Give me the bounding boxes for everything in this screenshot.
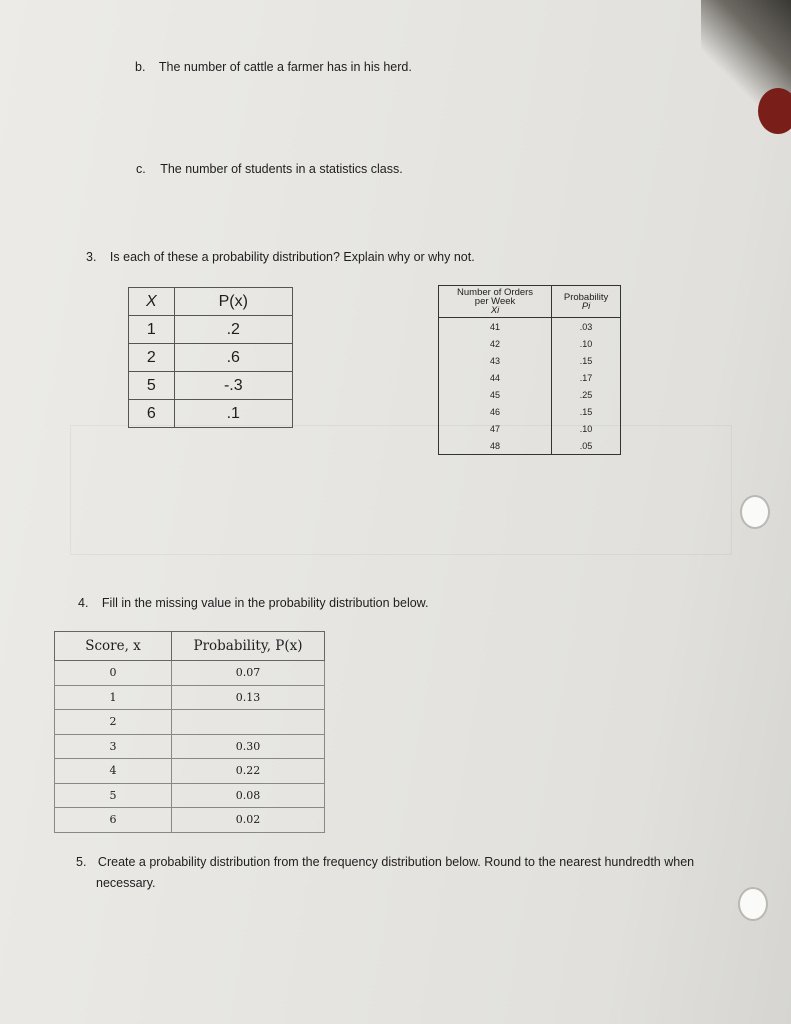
table-cell: .2 xyxy=(174,316,292,344)
table-cell: .1 xyxy=(174,400,292,428)
missing-value-cell xyxy=(172,710,325,735)
table-row xyxy=(439,420,621,437)
table-row xyxy=(439,352,621,369)
table-cell: 0 xyxy=(55,661,172,686)
table-row xyxy=(439,437,621,455)
table-row xyxy=(129,344,293,372)
header-line: per Week xyxy=(474,296,516,307)
question-4 xyxy=(78,596,428,610)
table-row xyxy=(55,734,325,759)
item-c-letter: c. xyxy=(136,162,146,176)
table-cell: 45 xyxy=(439,386,552,403)
table-cell: .03 xyxy=(552,318,621,336)
column-header-orders xyxy=(439,286,552,318)
question-3-number: 3. xyxy=(86,250,97,264)
table-row xyxy=(55,710,325,735)
table-row xyxy=(55,685,325,710)
table-cell: 44 xyxy=(439,369,552,386)
table-header-row xyxy=(129,288,293,316)
table-cell: -.3 xyxy=(174,372,292,400)
table-cell: 1 xyxy=(129,316,175,344)
question-5-line1: Create a probability distribution from the frequency distribution below. Round to the nearest hundredth when xyxy=(97,855,695,869)
table-cell: .10 xyxy=(552,335,621,352)
table-cell: 2 xyxy=(55,710,172,735)
table-header-row xyxy=(55,632,325,661)
distribution-table-1 xyxy=(128,287,293,428)
item-c-text: The number of students in a statistics class. xyxy=(160,162,403,176)
distribution-table-3 xyxy=(54,631,325,833)
header-line: Number of Orders xyxy=(457,287,534,298)
item-c xyxy=(136,162,403,176)
table-row xyxy=(439,369,621,386)
show-through-box xyxy=(70,425,732,555)
item-b-letter: b. xyxy=(135,60,146,74)
table-cell: 43 xyxy=(439,352,552,369)
table-cell: 0.30 xyxy=(172,734,325,759)
header-line: Probability xyxy=(563,292,609,303)
question-5 xyxy=(76,855,694,869)
item-b xyxy=(135,60,412,74)
table-cell: 42 xyxy=(439,335,552,352)
binder-hole xyxy=(740,495,770,529)
table-row xyxy=(439,335,621,352)
table-row xyxy=(439,386,621,403)
table-row xyxy=(55,783,325,808)
header-symbol: Pi xyxy=(581,301,591,312)
table-cell: 5 xyxy=(55,783,172,808)
question-5-number: 5. xyxy=(76,855,87,869)
table-cell: .17 xyxy=(552,369,621,386)
question-3-text: Is each of these a probability distribution? Explain why or why not. xyxy=(109,250,475,264)
table-cell: .10 xyxy=(552,420,621,437)
table-cell: 6 xyxy=(129,400,175,428)
table-cell: 0.08 xyxy=(172,783,325,808)
table-row xyxy=(439,403,621,420)
table-cell: 0.07 xyxy=(172,661,325,686)
table-cell: 46 xyxy=(439,403,552,420)
question-3 xyxy=(86,250,475,264)
table-cell: .25 xyxy=(552,386,621,403)
table-cell: 41 xyxy=(439,318,552,336)
question-4-text: Fill in the missing value in the probability distribution below. xyxy=(101,596,429,610)
table-cell: 0.02 xyxy=(172,808,325,833)
table-cell: 47 xyxy=(439,420,552,437)
table-cell: .6 xyxy=(174,344,292,372)
table-cell: 4 xyxy=(55,759,172,784)
table-cell: 0.22 xyxy=(172,759,325,784)
column-header-score: Score, x xyxy=(55,632,172,661)
table-header-row xyxy=(439,286,621,318)
table-cell: 48 xyxy=(439,437,552,455)
table-cell: 5 xyxy=(129,372,175,400)
column-header-px: P(x) xyxy=(174,288,292,316)
table-cell: .15 xyxy=(552,403,621,420)
table-row xyxy=(129,372,293,400)
table-cell: 0.13 xyxy=(172,685,325,710)
column-header-probability: Probability, P(x) xyxy=(172,632,325,661)
item-b-text: The number of cattle a farmer has in his herd. xyxy=(158,60,412,74)
binder-hole-red xyxy=(758,88,791,134)
table-cell: 6 xyxy=(55,808,172,833)
question-5-line2: necessary. xyxy=(96,876,156,890)
table-row xyxy=(129,316,293,344)
table-cell: 3 xyxy=(55,734,172,759)
table-cell: .05 xyxy=(552,437,621,455)
question-4-number: 4. xyxy=(78,596,89,610)
header-symbol: Xi xyxy=(490,305,500,316)
table-row xyxy=(55,661,325,686)
table-cell: 2 xyxy=(129,344,175,372)
table-cell: .15 xyxy=(552,352,621,369)
column-header-x: X xyxy=(129,288,175,316)
column-header-probability xyxy=(552,286,621,318)
table-row xyxy=(55,759,325,784)
table-row xyxy=(129,400,293,428)
table-cell: 1 xyxy=(55,685,172,710)
binder-hole xyxy=(738,887,768,921)
table-row xyxy=(439,318,621,336)
table-row xyxy=(55,808,325,833)
distribution-table-2 xyxy=(438,285,621,455)
